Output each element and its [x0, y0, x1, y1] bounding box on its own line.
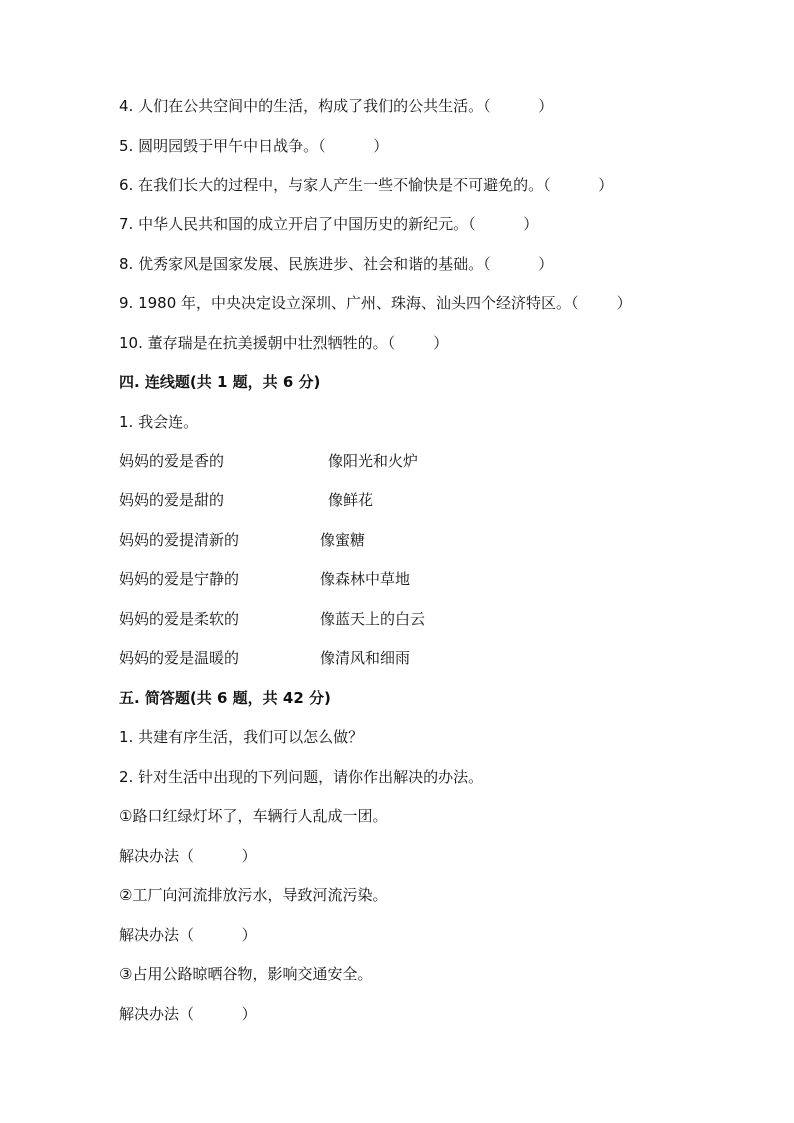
short-answer-sub3: ③占用公路晾晒谷物，影响交通安全。: [119, 965, 373, 983]
judgment-item-7: 7. 中华人民共和国的成立开启了中国历史的新纪元。（ ）: [119, 215, 539, 233]
matching-right-6: 像清风和细雨: [320, 649, 411, 667]
matching-left-1: 妈妈的爱是香的: [119, 452, 225, 470]
matching-right-4: 像森林中草地: [320, 570, 411, 588]
judgment-item-5: 5. 圆明园毁于甲午中日战争。（ ）: [119, 137, 389, 155]
matching-right-1: 像阳光和火炉: [328, 452, 419, 470]
judgment-item-4: 4. 人们在公共空间中的生活，构成了我们的公共生活。（ ）: [119, 97, 554, 115]
short-answer-sub1: ①路口红绿灯坏了，车辆行人乱成一团。: [119, 807, 388, 825]
answer-line-3: 解决办法（ ）: [119, 1005, 257, 1023]
answer-line-2: 解决办法（ ）: [119, 926, 257, 944]
matching-left-5: 妈妈的爱是柔软的: [119, 610, 240, 628]
short-answer-q2: 2. 针对生活中出现的下列问题，请你作出解决的办法。: [119, 768, 484, 786]
matching-left-6: 妈妈的爱是温暖的: [119, 649, 240, 667]
matching-left-2: 妈妈的爱是甜的: [119, 491, 225, 509]
short-answer-q1: 1. 共建有序生活，我们可以怎么做？: [119, 728, 364, 746]
matching-left-3: 妈妈的爱提清新的: [119, 531, 240, 549]
matching-right-5: 像蓝天上的白云: [320, 610, 426, 628]
short-answer-sub2: ②工厂向河流排放污水，导致河流污染。: [119, 886, 388, 904]
section-heading-short-answer: 五. 简答题(共 6 题，共 42 分): [119, 689, 331, 707]
judgment-item-8: 8. 优秀家风是国家发展、民族进步、社会和谐的基础。（ ）: [119, 255, 554, 273]
judgment-item-6: 6. 在我们长大的过程中，与家人产生一些不愉快是不可避免的。（ ）: [119, 176, 614, 194]
judgment-item-10: 10. 董存瑞是在抗美援朝中壮烈牺牲的。（ ）: [119, 334, 449, 352]
matching-right-3: 像蜜糖: [320, 531, 366, 549]
matching-question: 1. 我会连。: [119, 413, 199, 431]
judgment-item-9: 9. 1980 年，中央决定设立深圳、广州、珠海、汕头四个经济特区。（ ）: [119, 294, 632, 312]
matching-left-4: 妈妈的爱是宁静的: [119, 570, 240, 588]
matching-right-2: 像鲜花: [328, 491, 374, 509]
answer-line-1: 解决办法（ ）: [119, 847, 257, 865]
section-heading-matching: 四. 连线题(共 1 题，共 6 分): [119, 373, 321, 391]
